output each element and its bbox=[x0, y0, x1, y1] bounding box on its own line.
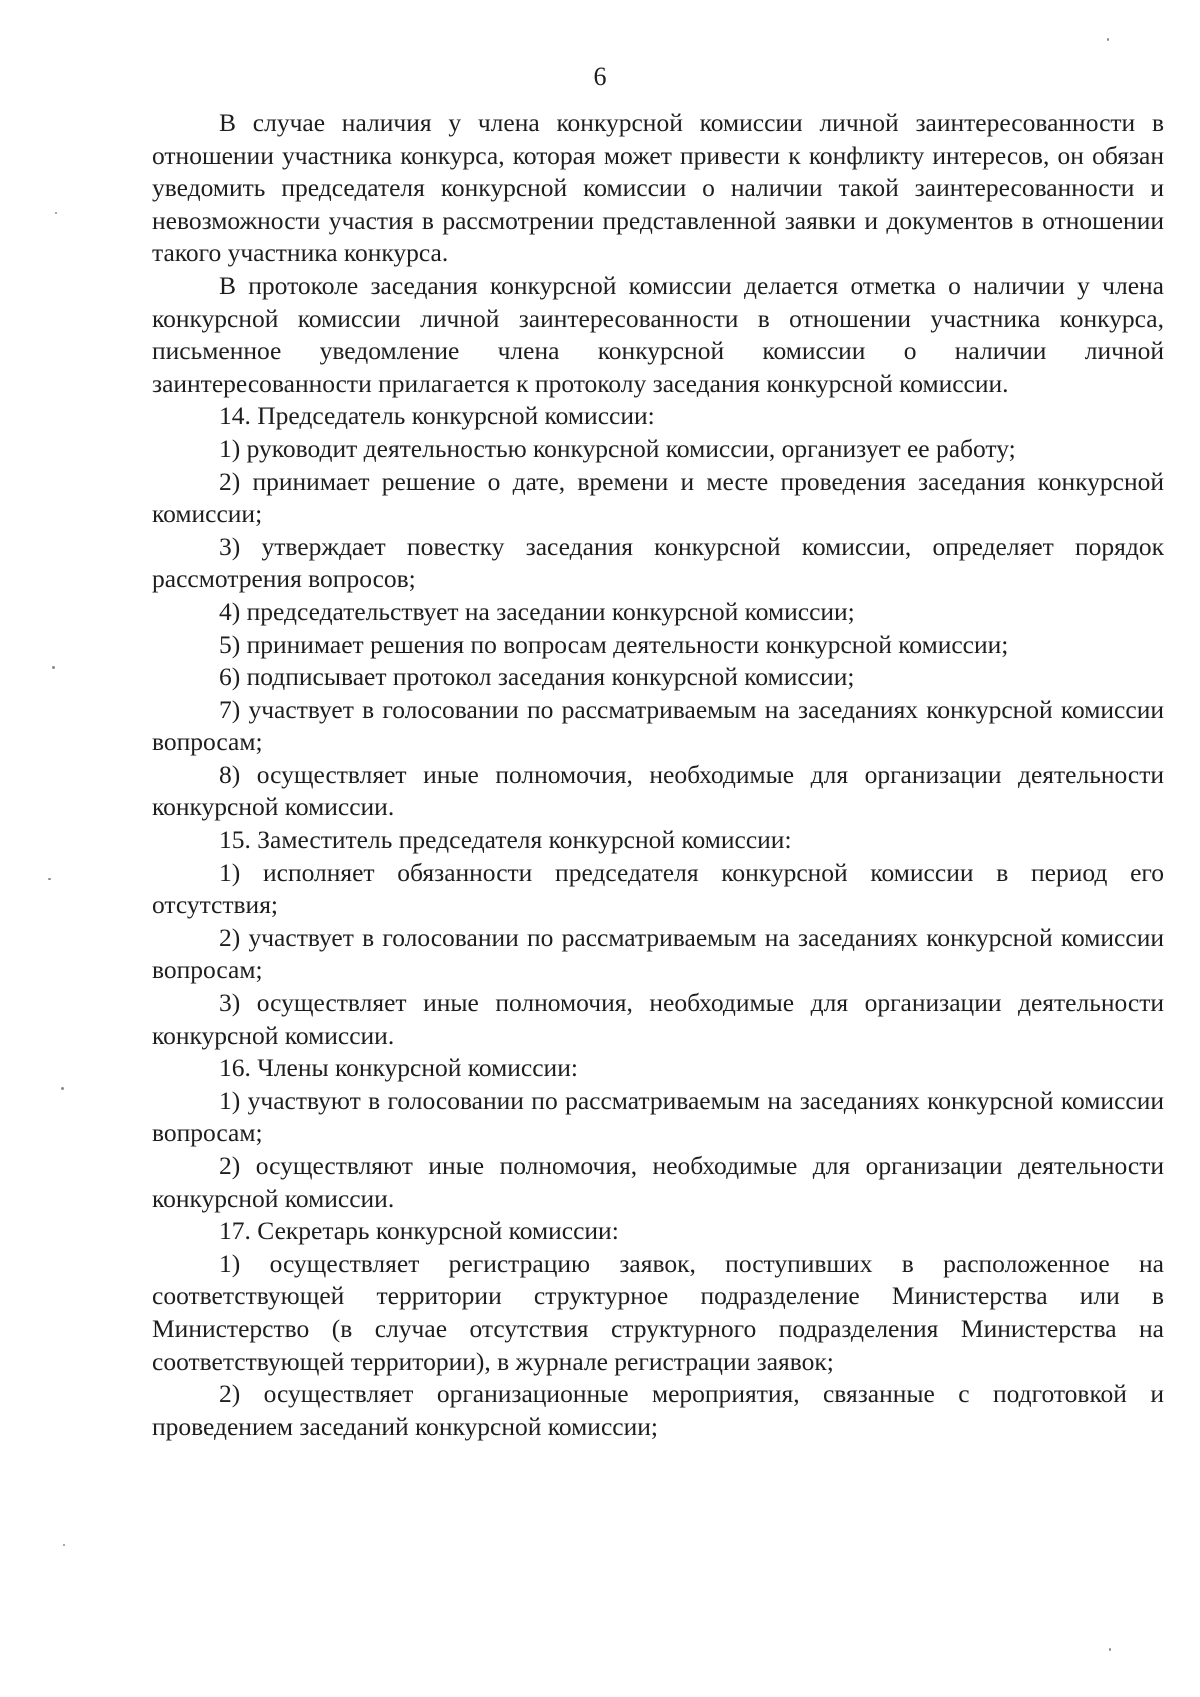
section-heading-15: 15. Заместитель председателя конкурсной комиссии: bbox=[219, 825, 792, 855]
list-item: 4) председательствует на заседании конкурсной комиссии; bbox=[219, 596, 855, 626]
section-heading-14: 14. Председатель конкурсной комиссии: bbox=[219, 401, 655, 431]
list-item: 2) осуществляют иные полномочия, необходимые для организации деятельности конкурсной комиссии. bbox=[152, 1151, 1164, 1213]
scan-speck bbox=[52, 666, 55, 669]
list-item: 1) участвуют в голосовании по рассматриваемым на заседаниях конкурсной комиссии вопросам; bbox=[152, 1085, 1164, 1148]
scan-speck bbox=[48, 878, 51, 880]
list-item: 3) осуществляет иные полномочия, необходимые для организации деятельности конкурсной комиссии. bbox=[152, 988, 1164, 1050]
paragraph: В случае наличия у члена конкурсной комиссии личной заинтересованности в отношении участника конкурса, которая может привести к конфликту интересов, он обязан уведомить председателя конкурсной комиссии о наличии такой заинтересованности и невозможности участия в рассмотрении представленной заявки и документов в отношении такого участника конкурса. bbox=[152, 108, 1164, 268]
list-item: 1) осуществляет регистрацию заявок, поступивших в расположенное на соответствующей территории структурное подразделение Министерства или в Министерство (в случае отсутствия структурного подразделения Министерства на соответствующей территории), в журнале регистрации заявок; bbox=[152, 1248, 1164, 1376]
document-body bbox=[152, 107, 1164, 1443]
list-item: 5) принимает решения по вопросам деятельности конкурсной комиссии; bbox=[219, 629, 1009, 659]
list-item: 2) осуществляет организационные мероприятия, связанные с подготовкой и проведением заседаний конкурсной комиссии; bbox=[152, 1379, 1164, 1441]
page-number: 6 bbox=[593, 62, 607, 91]
list-item: 1) руководит деятельностью конкурсной комиссии, организует ее работу; bbox=[219, 433, 1016, 463]
section-heading-17: 17. Секретарь конкурсной комиссии: bbox=[219, 1216, 619, 1246]
list-item: 2) участвует в голосовании по рассматриваемым на заседаниях конкурсной комиссии вопросам; bbox=[152, 922, 1164, 985]
scan-speck bbox=[1109, 1648, 1111, 1651]
scan-speck bbox=[63, 1544, 65, 1546]
scan-speck bbox=[55, 212, 57, 214]
scan-speck bbox=[61, 1087, 64, 1090]
list-item: 8) осуществляет иные полномочия, необходимые для организации деятельности конкурсной комиссии. bbox=[152, 759, 1164, 822]
paragraph: В протоколе заседания конкурсной комиссии делается отметка о наличии у члена конкурсной комиссии личной заинтересованности в отношении участника конкурса, письменное уведомление члена конкурсной комиссии о наличии личной заинтересованности прилагается к протоколу заседания конкурсной комиссии. bbox=[152, 270, 1164, 398]
list-item: 6) подписывает протокол заседания конкурсной комиссии; bbox=[219, 662, 855, 692]
scan-speck bbox=[1107, 38, 1109, 41]
list-item: 3) утверждает повестку заседания конкурсной комиссии, определяет порядок рассмотрения вопросов; bbox=[152, 531, 1164, 594]
list-item: 2) принимает решение о дате, времени и месте проведения заседания конкурсной комиссии; bbox=[152, 466, 1164, 529]
section-heading-16: 16. Члены конкурсной комиссии: bbox=[219, 1053, 578, 1083]
list-item: 7) участвует в голосовании по рассматриваемым на заседаниях конкурсной комиссии вопросам; bbox=[152, 694, 1164, 757]
list-item: 1) исполняет обязанности председателя конкурсной комиссии в период его отсутствия; bbox=[152, 857, 1164, 920]
